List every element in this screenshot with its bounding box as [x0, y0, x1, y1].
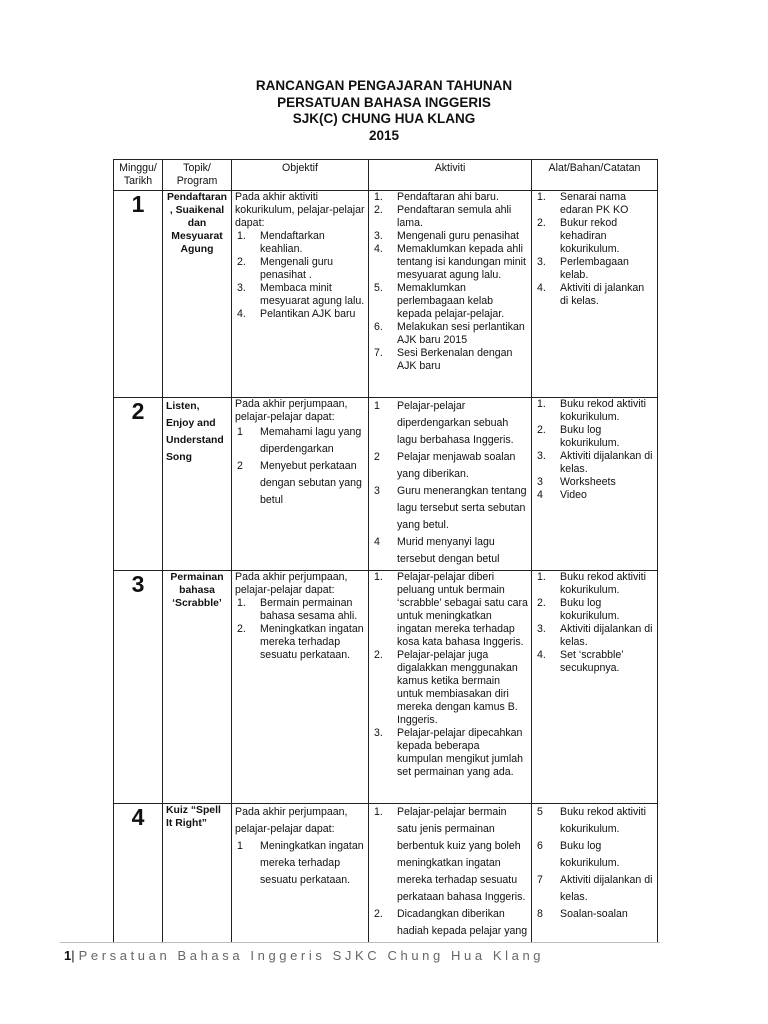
list-text: Sesi Berkenalan dengan AJK baru [397, 347, 513, 372]
tools-list [535, 804, 654, 923]
tools-cell [532, 191, 658, 398]
list-text: Set ‘scrabble’ secukupnya. [560, 649, 624, 674]
header-objective: Objektif [232, 160, 369, 191]
list-number: 1. [537, 571, 546, 583]
list-number: 2. [374, 908, 383, 920]
activity-list [372, 191, 528, 373]
list-text: Pelajar-pelajar diperdengarkan sebuah lagu berbahasa Inggeris. [397, 400, 514, 446]
list-item [535, 256, 654, 282]
list-number: 4. [374, 243, 383, 255]
list-text: Pelajar-pelajar juga digalakkan menggunakan kamus ketika bermain untuk membiasakan diri mereka dengan kamus B. Inggeris. [397, 649, 518, 726]
list-text: Pendaftaran semula ahli lama. [397, 204, 512, 229]
week-number: 1 [114, 191, 163, 398]
list-text: Pelajar-pelajar dipecahkan kepada beberapa kumpulan mengikut jumlah set permainan yang ada. [397, 727, 524, 778]
list-item [535, 489, 654, 502]
list-text: Mengenali guru penasihat [397, 230, 519, 242]
tools-cell [532, 398, 658, 571]
list-number: 7 [537, 874, 543, 886]
table-header-row [114, 160, 658, 191]
list-text: Aktiviti dijalankan di kelas. [560, 450, 653, 475]
list-number: 6 [537, 840, 543, 852]
list-number: 1. [374, 191, 383, 203]
list-item [372, 204, 528, 230]
header-week: Minggu/ Tarikh [114, 160, 163, 191]
list-text: Worksheets [560, 476, 616, 488]
activity-list [372, 398, 528, 568]
list-number: 5 [537, 806, 543, 818]
list-item [535, 398, 654, 424]
list-item [535, 476, 654, 489]
objective-cell [232, 191, 369, 398]
list-number: 1 [237, 426, 243, 438]
objective-list [235, 424, 365, 509]
objective-cell [232, 571, 369, 804]
list-item [535, 804, 654, 838]
list-number: 1 [237, 840, 243, 852]
list-text: Menyebut perkataan dengan sebutan yang betul [260, 460, 362, 506]
list-text: Buku rekod aktiviti kokurikulum. [560, 398, 646, 423]
tools-cell [532, 571, 658, 804]
document-title [0, 78, 768, 144]
objective-list [235, 230, 365, 321]
list-number: 4 [537, 489, 543, 501]
tools-cell [532, 804, 658, 943]
list-item [535, 623, 654, 649]
activity-list [372, 571, 528, 779]
week-number: 4 [114, 804, 163, 943]
list-item [235, 623, 365, 662]
list-text: Aktiviti dijalankan di kelas. [560, 874, 653, 903]
list-number: 4. [537, 282, 546, 294]
list-number: 3. [537, 256, 546, 268]
list-text: Memahami lagu yang diperdengarkan [260, 426, 362, 455]
topic-cell: Kuiz “Spell It Right” [163, 804, 232, 943]
list-number: 4. [237, 308, 246, 320]
list-text: Mengenali guru penasihat . [260, 256, 334, 281]
list-text: Membaca minit mesyuarat agung lalu. [260, 282, 365, 307]
list-number: 1 [374, 400, 380, 412]
list-number: 1. [374, 571, 383, 583]
list-number: 3. [537, 623, 546, 635]
list-text: Bukur rekod kehadiran kokurikulum. [560, 217, 620, 255]
list-number: 5. [374, 282, 383, 294]
objective-list [235, 597, 365, 662]
list-text: Memaklumkan perlembagaan kelab kepada pelajar-pelajar. [397, 282, 505, 320]
list-number: 3. [374, 230, 383, 242]
list-text: Dicadangkan diberikan hadiah kepada pelajar yang [397, 908, 528, 937]
list-item [372, 449, 528, 483]
list-item [372, 727, 528, 779]
list-item [535, 424, 654, 450]
objective-intro: Pada akhir aktiviti kokurikulum, pelajar-pelajar dapat: [235, 191, 365, 229]
list-text: Pelantikan AJK baru [260, 308, 356, 320]
list-item [372, 649, 528, 727]
list-item [535, 282, 654, 308]
list-item [235, 308, 365, 321]
page-number: 1 [64, 948, 72, 963]
table-row [114, 804, 658, 943]
list-number: 3 [374, 485, 380, 497]
list-item [535, 191, 654, 217]
list-item [372, 282, 528, 321]
list-text: Meningkatkan ingatan mereka terhadap sesuatu perkataan. [260, 840, 364, 886]
list-item [535, 906, 654, 923]
footer-divider [60, 942, 660, 943]
list-number: 3 [537, 476, 543, 488]
list-text: Video [560, 489, 587, 501]
list-text: Buku rekod aktiviti kokurikulum. [560, 571, 646, 596]
list-text: Buku log kokurikulum. [560, 840, 620, 869]
list-text: Aktiviti dijalankan di kelas. [560, 623, 653, 648]
list-text: Guru menerangkan tentang lagu tersebut serta sebutan yang betul. [397, 485, 527, 531]
list-item [372, 534, 528, 568]
list-text: Perlembagaan kelab. [560, 256, 629, 281]
list-text: Pelajar-pelajar diberi peluang untuk bermain ‘scrabble’ sebagai satu cara untuk meningkatkan ingatan mereka terhadap kosa kata bahasa Inggeris. [397, 571, 528, 648]
footer-text: Persatuan Bahasa Inggeris SJKC Chung Hua Klang [78, 948, 545, 963]
list-item [372, 571, 528, 649]
list-text: Murid menyanyi lagu tersebut dengan betul [397, 536, 500, 565]
activity-cell [369, 804, 532, 943]
activity-cell [369, 191, 532, 398]
topic-cell: Permainan bahasa ‘Scrabble’ [163, 571, 232, 804]
list-item [535, 872, 654, 906]
objective-cell [232, 398, 369, 571]
list-item [372, 230, 528, 243]
header-topic: Topik/ Program [163, 160, 232, 191]
list-item [372, 804, 528, 906]
list-number: 2. [537, 424, 546, 436]
title-line-3: SJK(C) CHUNG HUA KLANG [292, 111, 476, 126]
list-item [372, 906, 528, 940]
objective-intro: Pada akhir perjumpaan, pelajar-pelajar dapat: [235, 398, 348, 423]
tools-list [535, 191, 654, 308]
list-number: 1. [537, 191, 546, 203]
activity-list [372, 804, 528, 940]
list-number: 2. [537, 597, 546, 609]
objective-list [235, 838, 365, 889]
list-item [235, 424, 365, 458]
plan-table [113, 159, 658, 943]
list-number: 2 [237, 460, 243, 472]
list-text: Meningkatkan ingatan mereka terhadap sesuatu perkataan. [260, 623, 364, 661]
list-number: 4 [374, 536, 380, 548]
list-number: 3. [374, 727, 383, 739]
list-number: 2. [374, 204, 383, 216]
list-text: Buku log kokurikulum. [560, 424, 620, 449]
list-item [535, 649, 654, 675]
list-number: 1. [237, 230, 246, 242]
table-row [114, 398, 658, 571]
list-item [235, 282, 365, 308]
title-line-4: 2015 [368, 127, 400, 143]
list-item [235, 458, 365, 509]
title-line-1: RANCANGAN PENGAJARAN TAHUNAN [255, 78, 513, 93]
tools-list [535, 398, 654, 502]
table-row [114, 571, 658, 804]
list-text: Soalan-soalan [560, 908, 628, 920]
week-number: 3 [114, 571, 163, 804]
list-item [535, 597, 654, 623]
list-item [535, 571, 654, 597]
list-item [372, 321, 528, 347]
list-number: 3. [237, 282, 246, 294]
topic-cell: Listen, Enjoy and Understand Song [163, 398, 232, 571]
list-number: 2 [374, 451, 380, 463]
objective-intro: Pada akhir perjumpaan, pelajar-pelajar dapat: [235, 571, 348, 596]
list-number: 1. [537, 398, 546, 410]
list-item [235, 597, 365, 623]
list-text: Bermain permainan bahasa sesama ahli. [260, 597, 358, 622]
list-item [535, 450, 654, 476]
list-number: 2. [237, 623, 246, 635]
list-item [372, 483, 528, 534]
table-row [114, 191, 658, 398]
header-tools: Alat/Bahan/Catatan [532, 160, 658, 191]
list-number: 6. [374, 321, 383, 333]
list-item [535, 838, 654, 872]
page-footer [64, 948, 544, 963]
list-number: 7. [374, 347, 383, 359]
list-item [372, 398, 528, 449]
list-item [535, 217, 654, 256]
list-text: Melakukan sesi perlantikan AJK baru 2015 [397, 321, 525, 346]
list-number: 1. [237, 597, 246, 609]
list-item [235, 230, 365, 256]
list-text: Aktiviti di jalankan di kelas. [560, 282, 645, 307]
topic-cell: Pendaftaran , Suaikenal dan Mesyuarat Agung [163, 191, 232, 398]
list-text: Buku rekod aktiviti kokurikulum. [560, 806, 646, 835]
activity-cell [369, 398, 532, 571]
objective-cell [232, 804, 369, 943]
list-number: 8 [537, 908, 543, 920]
objective-intro: Pada akhir perjumpaan, pelajar-pelajar dapat: [235, 806, 348, 835]
list-number: 2. [374, 649, 383, 661]
list-text: Senarai nama edaran PK KO [560, 191, 629, 216]
list-text: Buku log kokurikulum. [560, 597, 620, 622]
list-number: 1. [374, 806, 383, 818]
list-item [372, 243, 528, 282]
list-number: 2. [537, 217, 546, 229]
list-number: 4. [537, 649, 546, 661]
list-text: Mendaftarkan keahlian. [260, 230, 325, 255]
activity-cell [369, 571, 532, 804]
list-text: Pelajar menjawab soalan yang diberikan. [397, 451, 516, 480]
list-text: Pelajar-pelajar bermain satu jenis permainan berbentuk kuiz yang boleh meningkatkan ingatan mereka terhadap sesuatu perkataan bahasa Inggeris. [397, 806, 526, 903]
footer-separator: | [71, 948, 75, 963]
list-item [235, 838, 365, 889]
list-item [372, 347, 528, 373]
week-number: 2 [114, 398, 163, 571]
list-text: Memaklumkan kepada ahli tentang isi kandungan minit mesyuarat agung lalu. [397, 243, 526, 281]
list-text: Pendaftaran ahi baru. [397, 191, 499, 203]
header-activity: Aktiviti [369, 160, 532, 191]
title-line-2: PERSATUAN BAHASA INGGERIS [277, 94, 491, 110]
tools-list [535, 571, 654, 675]
list-number: 3. [537, 450, 546, 462]
list-item [372, 191, 528, 204]
list-number: 2. [237, 256, 246, 268]
list-item [235, 256, 365, 282]
